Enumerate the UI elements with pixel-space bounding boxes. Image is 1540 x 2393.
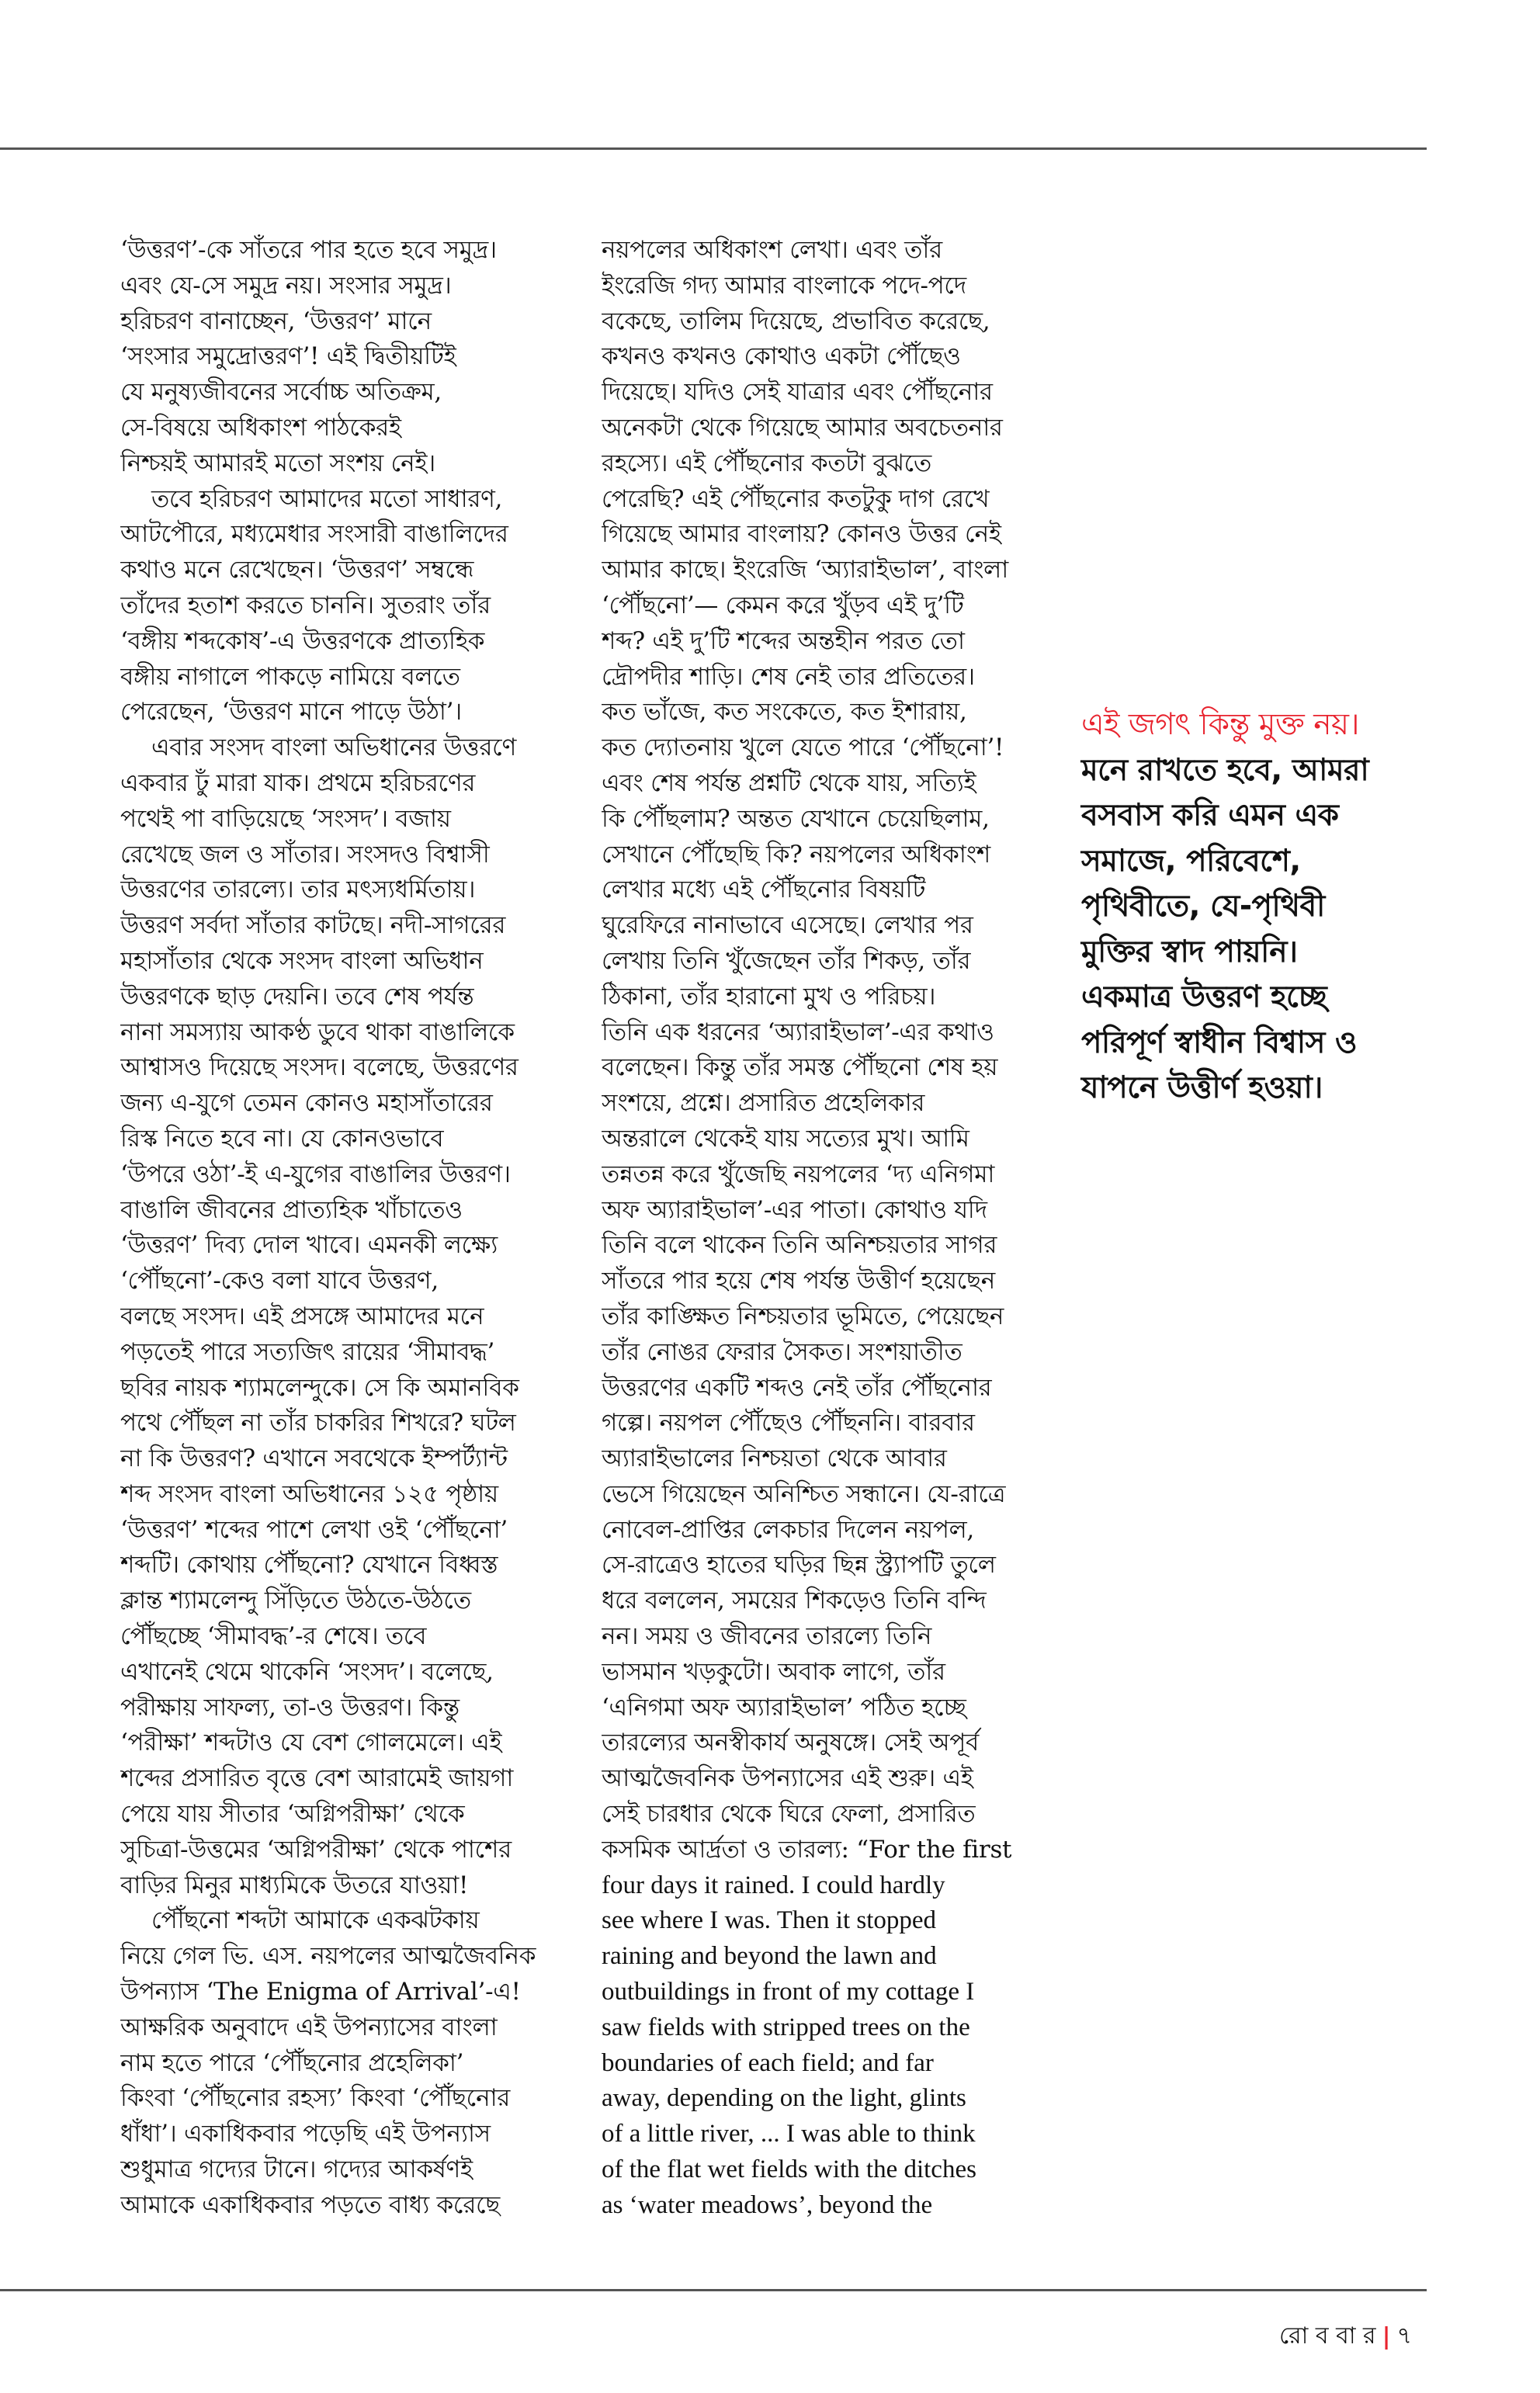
column-2-line: four days it rained. I could hardly	[602, 1871, 945, 1899]
column-2-line: ‘এনিগমা অফ অ্যারাইভাল’ পঠিত হচ্ছে	[602, 1693, 966, 1722]
column-2-line: সাঁতরে পার হয়ে শেষ পর্যন্ত উত্তীর্ণ হয়েছেন	[602, 1267, 995, 1295]
column-2-line: ঠিকানা, তাঁর হারানো মুখ ও পরিচয়।	[602, 982, 936, 1011]
column-2-line: শব্দ? এই দু’টি শব্দের অন্তহীন পরত তো	[602, 626, 965, 655]
column-1-line: মহাসাঁতার থেকে সংসদ বাংলা অভিধান	[120, 946, 484, 975]
column-2-line: তাঁর নোঙর ফেরার সৈকত। সংশয়াতীত	[602, 1337, 962, 1366]
column-1-line: নানা সমস্যায় আকণ্ঠ ডুবে থাকা বাঙালিকে	[120, 1018, 515, 1046]
article-column-2	[602, 233, 1013, 2224]
column-1-line: শব্দের প্রসারিত বৃত্তে বেশ আরামেই জায়গা	[120, 1764, 514, 1793]
column-2-line: নোবেল-প্রাপ্তির লেকচার দিলেন নয়পল,	[602, 1515, 974, 1544]
pull-quote-line: সমাজে, পরিবেশে,	[1081, 843, 1301, 879]
column-2-line: সেই চারধার থেকে ঘিরে ফেলা, প্রসারিত	[602, 1800, 976, 1829]
column-2-line: সেখানে পৌঁছেছি কি? নয়পলের অধিকাংশ	[602, 840, 990, 869]
column-1-line: জন্য এ-যুগে তেমন কোনও মহাসাঁতারের	[120, 1089, 493, 1118]
column-1-line: ক্লান্ত শ্যামলেন্দু সিঁড়িতে উঠতে-উঠতে	[120, 1587, 471, 1615]
column-2-line: অ্যারাইভালের নিশ্চয়তা থেকে আবার	[602, 1444, 947, 1473]
column-1-line: বঙ্গীয় নাগালে পাকড়ে নামিয়ে বলতে	[120, 662, 460, 691]
column-1-line: এখানেই থেমে থাকেনি ‘সংসদ’। বলেছে,	[120, 1657, 494, 1686]
column-1-line: বাড়ির মিনুর মাধ্যমিকে উতরে যাওয়া!	[120, 1871, 469, 1899]
pull-quote-line: একমাত্র উত্তরণ হচ্ছে	[1081, 980, 1327, 1014]
column-1-line: নিশ্চয়ই আমারই মতো সংশয় নেই।	[120, 449, 435, 477]
column-1-line: রেখেছে জল ও সাঁতার। সংসদও বিশ্বাসী	[120, 840, 490, 869]
column-2-line: কত ভাঁজে, কত সংকেতে, কত ইশারায়,	[602, 698, 967, 727]
column-1-line: তবে হরিচরণ আমাদের মতো সাধারণ,	[151, 484, 503, 513]
column-1-line: তাঁদের হতাশ করতে চাননি। সুতরাং তাঁর	[120, 591, 491, 619]
page-footer	[1279, 2317, 1412, 2357]
column-2-line: গল্পে। নয়পল পৌঁছেও পৌঁছননি। বারবার	[602, 1409, 975, 1438]
column-1-line: ‘উপরে ওঠা’-ই এ-যুগের বাঙালির উত্তরণ।	[120, 1160, 511, 1188]
column-1-line: পেয়ে যায় সীতার ‘অগ্নিপরীক্ষা’ থেকে	[120, 1800, 465, 1829]
column-1-line: আক্ষরিক অনুবাদে এই উপন্যাসের বাংলা	[120, 2013, 498, 2041]
column-1-line: একবার ঢুঁ মারা যাক। প্রথমে হরিচরণের	[120, 768, 476, 797]
column-2-line: নন। সময় ও জীবনের তারল্যে তিনি	[602, 1622, 932, 1651]
column-1-line: পরীক্ষায় সাফল্য, তা-ও উত্তরণ। কিন্তু	[120, 1693, 460, 1722]
column-1-line: ‘উত্তরণ’-কে সাঁতরে পার হতে হবে সমুদ্র।	[120, 236, 497, 264]
pull-quote-line: মনে রাখতে হবে, আমরা	[1081, 752, 1369, 788]
footer-separator: |	[1382, 2323, 1391, 2350]
column-1-line: শব্দ সংসদ বাংলা অভিধানের ১২৫ পৃষ্ঠায়	[120, 1479, 498, 1508]
column-1-line: ‘পৌঁছনো’-কেও বলা যাবে উত্তরণ,	[120, 1267, 439, 1295]
pull-quote-line: পরিপূর্ণ স্বাধীন বিশ্বাস ও	[1081, 1025, 1358, 1060]
column-1-line: সুচিত্রা-উত্তমের ‘অগ্নিপরীক্ষা’ থেকে পাশের	[120, 1835, 512, 1864]
column-2-line: কসমিক আর্দ্রতা ও তারল্য: “For the first	[602, 1835, 1012, 1864]
column-1-line: যে মনুষ্যজীবনের সর্বোচ্চ অতিক্রম,	[120, 378, 442, 407]
column-1-line: এবার সংসদ বাংলা অভিধানের উত্তরণে	[151, 734, 517, 762]
column-2-line: সে-রাত্রেও হাতের ঘড়ির ছিন্ন স্ট্র্যাপটি তুলে	[602, 1551, 996, 1580]
column-2-line: saw fields with stripped trees on the	[602, 2013, 970, 2041]
column-2-line: outbuildings in front of my cottage I	[602, 1978, 975, 2006]
column-2-line: কখনও কখনও কোথাও একটা পৌঁছেও	[602, 342, 961, 371]
column-2-line: কত দ্যোতনায় খুলে যেতে পারে ‘পৌঁছনো’!	[602, 734, 1004, 762]
column-2-line: গিয়েছে আমার বাংলায়? কোনও উত্তর নেই	[602, 520, 1001, 549]
pull-quote-line: মুক্তির স্বাদ পায়নি।	[1081, 934, 1298, 969]
column-2-line: আত্মজৈবনিক উপন্যাসের এই শুরু। এই	[602, 1764, 973, 1793]
column-2-line: ভাসমান খড়কুটো। অবাক লাগে, তাঁর	[602, 1657, 945, 1686]
pull-quote-line: পৃথিবীতে, যে-পৃথিবী	[1081, 889, 1325, 924]
column-1-line: ‘বঙ্গীয় শব্দকোষ’-এ উত্তরণকে প্রাত্যহিক	[120, 626, 485, 655]
top-rule	[0, 147, 1427, 150]
column-2-line: সংশয়ে, প্রশ্নে। প্রসারিত প্রহেলিকার	[602, 1089, 925, 1118]
column-1-line: ‘উত্তরণ’ দিব্য দোল খাবে। এমনকী লক্ষ্যে	[120, 1231, 498, 1260]
magazine-name: রো ব বা র	[1278, 2322, 1376, 2350]
column-1-line: পড়তেই পারে সত্যজিৎ রায়ের ‘সীমাবদ্ধ’	[120, 1337, 495, 1366]
column-1-line: নাম হতে পারে ‘পৌঁছনোর প্রহেলিকা’	[120, 2048, 464, 2077]
article-column-1	[120, 233, 578, 2224]
column-2-line: তাঁর কাঙ্ক্ষিত নিশ্চয়তার ভূমিতে, পেয়েছেন	[602, 1302, 1004, 1330]
column-1-line: নিয়ে গেল ভি. এস. নয়পলের আত্মজৈবনিক	[120, 1942, 536, 1971]
column-2-line: তিনি এক ধরনের ‘অ্যারাইভাল’-এর কথাও	[602, 1018, 994, 1046]
column-2-line: নয়পলের অধিকাংশ লেখা। এবং তাঁর	[602, 236, 942, 264]
page-number: ৭	[1396, 2322, 1412, 2350]
column-2-line: দিয়েছে। যদিও সেই যাত্রার এবং পৌঁছনোর	[602, 378, 993, 407]
column-2-line: এবং শেষ পর্যন্ত প্রশ্নটি থেকে যায়, সত্যিই	[602, 768, 976, 797]
column-2-line: পেরেছি? এই পৌঁছনোর কতটুকু দাগ রেখে	[602, 484, 990, 513]
column-2-line: ভেসে গিয়েছেন অনিশ্চিত সন্ধানে। যে-রাত্রে	[602, 1479, 1006, 1508]
column-1-line: বাঙালি জীবনের প্রাত্যহিক খাঁচাতেও	[120, 1195, 463, 1224]
column-2-line: অনেকটা থেকে গিয়েছে আমার অবচেতনার	[602, 413, 1003, 442]
column-2-line: দ্রৌপদীর শাড়ি। শেষ নেই তার প্রতিতের।	[602, 662, 975, 691]
column-1-line: এবং যে-সে সমুদ্র নয়। সংসার সমুদ্র।	[120, 271, 452, 300]
column-2-line: boundaries of each field; and far	[602, 2048, 934, 2077]
column-2-line: তিনি বলে থাকেন তিনি অনিশ্চয়তার সাগর	[602, 1231, 997, 1260]
column-2-line: of the flat wet fields with the ditches	[602, 2155, 976, 2184]
column-1-line: পৌঁছচ্ছে ‘সীমাবদ্ধ’-র শেষে। তবে	[120, 1622, 427, 1651]
pull-quote-lead: এই জগৎ কিন্তু মুক্ত নয়।	[1081, 707, 1359, 742]
column-2-line: ইংরেজি গদ্য আমার বাংলাকে পদে-পদে	[602, 271, 966, 300]
column-2-line: কি পৌঁছলাম? অন্তত যেখানে চেয়েছিলাম,	[602, 804, 990, 833]
column-2-line: raining and beyond the lawn and	[602, 1942, 937, 1971]
column-2-line: লেখায় তিনি খুঁজেছেন তাঁর শিকড়, তাঁর	[602, 946, 971, 975]
column-1-line: ‘পরীক্ষা’ শব্দটাও যে বেশ গোলমেলে। এই	[120, 1729, 502, 1757]
column-1-line: শব্দটি। কোথায় পৌঁছনো? যেখানে বিধ্বস্ত	[120, 1551, 498, 1580]
column-2-line: ঘুরেফিরে নানাভাবে এসেছে। লেখার পর	[602, 911, 973, 940]
column-1-line: রিস্ক নিতে হবে না। যে কোনওভাবে	[120, 1124, 444, 1153]
column-2-line: অন্তরালে থেকেই যায় সত্যের মুখ। আমি	[602, 1124, 969, 1153]
column-1-line: হরিচরণ বানাচ্ছেন, ‘উত্তরণ’ মানে	[120, 307, 432, 335]
column-2-line: তারল্যের অনস্বীকার্য অনুষঙ্গে। সেই অপূর্ব	[602, 1729, 979, 1757]
column-2-line: ধরে বললেন, সময়ের শিকড়েও তিনি বন্দি	[602, 1587, 987, 1615]
column-1-line: ‘সংসার সমুদ্রোত্তরণ’! এই দ্বিতীয়টিই	[120, 342, 456, 371]
column-1-line: আশ্বাসও দিয়েছে সংসদ। বলেছে, উত্তরণের	[120, 1053, 519, 1082]
column-1-line: পৌঁছনো শব্দটা আমাকে একঝটকায়	[151, 1906, 480, 1935]
column-1-line: পথে পৌঁছল না তাঁর চাকরির শিখরে? ঘটল	[120, 1409, 516, 1438]
column-2-line: ‘পৌঁছনো’— কেমন করে খুঁড়ব এই দু’টি	[602, 591, 964, 619]
column-2-line: উত্তরণের একটি শব্দও নেই তাঁর পৌঁছনোর	[602, 1373, 992, 1402]
column-1-line: ছবির নায়ক শ্যামলেন্দুকে। সে কি অমানবিক	[120, 1373, 519, 1402]
bottom-rule	[0, 2289, 1427, 2291]
column-2-line: অফ অ্যারাইভাল’-এর পাতা। কোথাও যদি	[602, 1195, 987, 1224]
column-2-line: রহস্যে। এই পৌঁছনোর কতটা বুঝতে	[602, 449, 932, 477]
column-1-line: বলছে সংসদ। এই প্রসঙ্গে আমাদের মনে	[120, 1302, 484, 1330]
column-1-line: না কি উত্তরণ? এখানে সবথেকে ইম্পর্ট্যান্ট	[120, 1444, 508, 1473]
column-1-line: সে-বিষয়ে অধিকাংশ পাঠকেরই	[120, 413, 401, 442]
column-2-line: বলেছেন। কিন্তু তাঁর সমস্ত পৌঁছনো শেষ হয়	[602, 1053, 998, 1082]
column-1-line: শুধুমাত্র গদ্যের টানে। গদ্যের আকর্ষণই	[120, 2155, 473, 2184]
pull-quote-line: যাপনে উত্তীর্ণ হওয়া।	[1081, 1070, 1323, 1105]
column-1-line: উপন্যাস ‘The Enigma of Arrival’-এ!	[120, 1978, 521, 2006]
column-1-line: উত্তরণের তারল্যে। তার মৎস্যধর্মিতায়।	[120, 876, 476, 904]
column-1-line: আটপৌরে, মধ্যমেধার সংসারী বাঙালিদের	[120, 520, 508, 549]
pull-quote	[1081, 702, 1446, 1112]
column-1-line: আমাকে একাধিকবার পড়তে বাধ্য করেছে	[120, 2190, 501, 2219]
column-1-line: কথাও মনে রেখেছেন। ‘উত্তরণ’ সম্বন্ধে	[120, 556, 474, 584]
column-1-line: কিংবা ‘পৌঁছনোর রহস্য’ কিংবা ‘পৌঁছনোর	[120, 2084, 511, 2113]
column-1-line: পেরেছেন, ‘উত্তরণ মানে পাড়ে উঠা’।	[120, 698, 462, 727]
column-2-line: of a little river, ... I was able to think	[602, 2120, 976, 2148]
column-2-line: আমার কাছে। ইংরেজি ‘অ্যারাইভাল’, বাংলা	[602, 556, 1008, 584]
column-2-line: see where I was. Then it stopped	[602, 1906, 937, 1935]
column-2-line: তন্নতন্ন করে খুঁজেছি নয়পলের ‘দ্য এনিগমা	[602, 1160, 995, 1188]
column-1-line: পথেই পা বাড়িয়েছে ‘সংসদ’। বজায়	[120, 804, 451, 833]
column-2-line: বকেছে, তালিম দিয়েছে, প্রভাবিত করেছে,	[602, 307, 990, 335]
column-2-line: লেখার মধ্যে এই পৌঁছনোর বিষয়টি	[602, 876, 926, 904]
column-1-line: ধাঁধা’। একাধিকবার পড়েছি এই উপন্যাস	[120, 2120, 491, 2148]
column-1-line: ‘উত্তরণ’ শব্দের পাশে লেখা ওই ‘পৌঁছনো’	[120, 1515, 508, 1544]
column-2-line: as ‘water meadows’, beyond the	[602, 2190, 933, 2219]
pull-quote-line: বসবাস করি এমন এক	[1081, 798, 1339, 833]
column-1-line: উত্তরণ সর্বদা সাঁতার কাটছে। নদী-সাগরের	[120, 911, 506, 940]
column-1-line: উত্তরণকে ছাড় দেয়নি। তবে শেষ পর্যন্ত	[120, 982, 474, 1011]
column-2-line: away, depending on the light, glints	[602, 2084, 966, 2113]
